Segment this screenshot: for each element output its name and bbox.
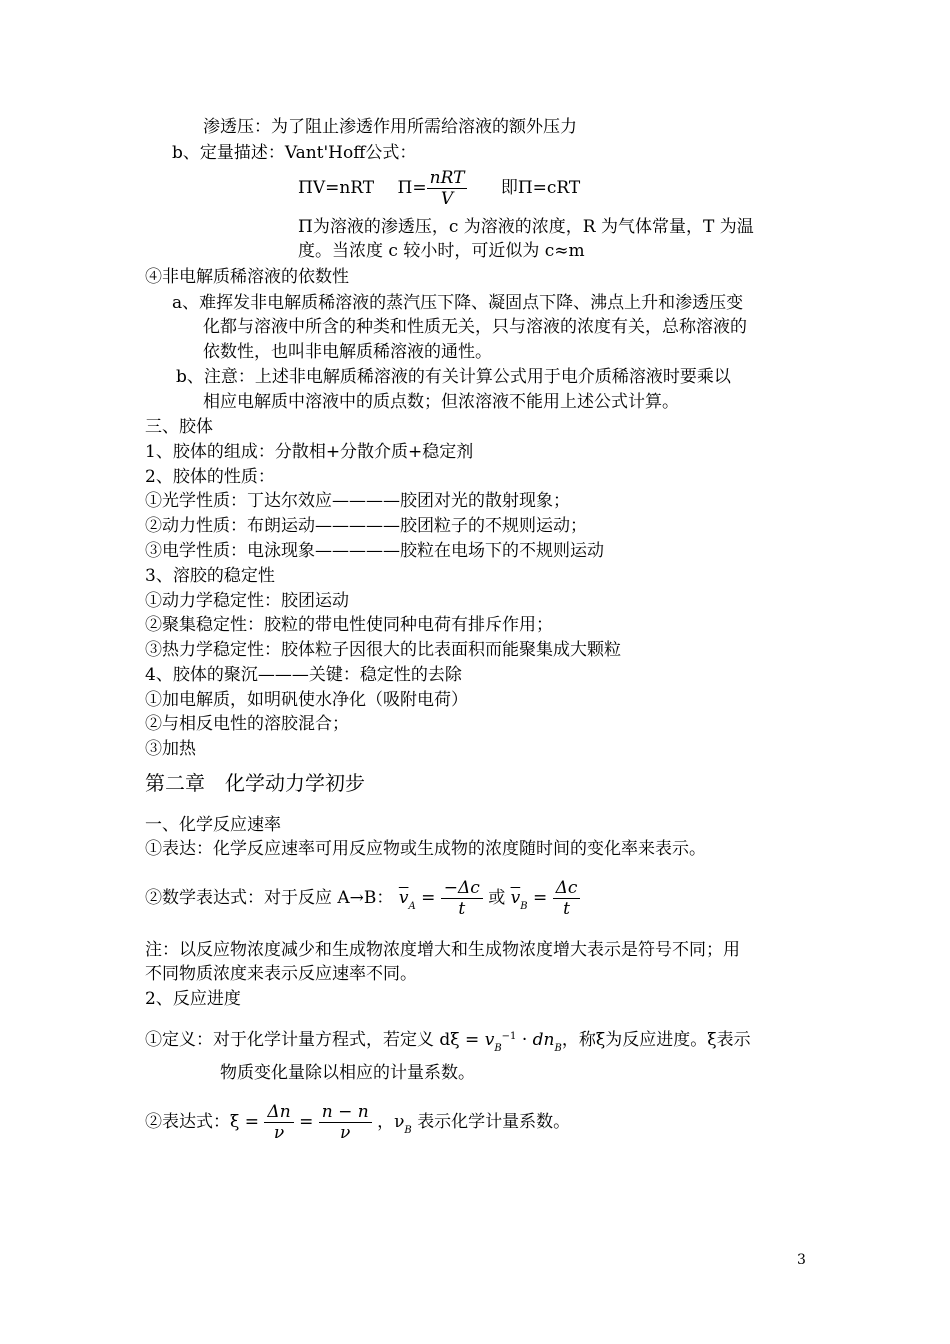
subscript-b: B — [520, 901, 528, 912]
extent-expression-label: ②表达式：ξ = — [145, 1112, 260, 1132]
text-line: 注：以反应物浓度减少和生成物浓度增大和生成物浓度增大表示是符号不同；用 — [145, 940, 740, 960]
text-line: a、难挥发非电解质稀溶液的蒸汽压下降、凝固点下降、沸点上升和渗透压变 — [172, 293, 744, 313]
subscript-a: A — [408, 901, 416, 912]
section-heading: 2、反应进度 — [145, 989, 241, 1009]
fraction-numerator: Δn — [264, 1102, 293, 1123]
extent-definition — [145, 1026, 751, 1060]
rate-expression — [145, 878, 580, 919]
text-line: Π为溶液的渗透压，c 为溶液的浓度，R 为气体常量，T 为温 — [298, 217, 754, 237]
subscript-b: B — [554, 1043, 562, 1054]
text-line: 渗透压：为了阻止渗透作用所需给溶液的额外压力 — [203, 117, 577, 137]
dot-operator: · — [516, 1030, 533, 1050]
fraction-n-minus-n0-over-nu — [319, 1102, 372, 1143]
fraction-numerator: −Δc — [441, 878, 483, 899]
fraction-denominator: ν — [340, 1123, 351, 1143]
subscript-b: B — [494, 1043, 502, 1054]
text-line: 4、胶体的聚沉———关键：稳定性的去除 — [145, 665, 462, 685]
superscript-minus-one: −1 — [501, 1031, 517, 1042]
equals-sign: = — [421, 888, 436, 908]
fraction-neg-dc-over-t — [441, 878, 483, 919]
rate-expression-label: ②数学表达式：对于反应 A→B： — [145, 888, 394, 908]
text-line: 度。当浓度 c 较小时，可近似为 c≈m — [298, 241, 585, 261]
extent-definition-tail: ，称ξ为反应进度。ξ表示 — [561, 1030, 751, 1050]
fraction-dn-over-nu — [264, 1102, 293, 1143]
text-line: 3、溶胶的稳定性 — [145, 566, 275, 586]
rate-symbol-a: $\overline{v}$ — [398, 888, 409, 908]
fraction-numerator: Δc — [553, 878, 581, 899]
fraction-denominator: t — [563, 899, 570, 919]
text-line: 化都与溶液中所含的种类和性质无关，只与溶液的浓度有关，总称溶液的 — [203, 317, 747, 337]
text-line: 物质变化量除以相应的计量系数。 — [220, 1063, 475, 1083]
text-line: ②动力性质：布朗运动—————胶团粒子的不规则运动； — [145, 516, 587, 536]
formula-pv: ΠV=nRT — [298, 178, 375, 198]
text-line: 依数性，也叫非电解质稀溶液的通性。 — [203, 342, 492, 362]
or-word: 或 — [488, 888, 506, 908]
page-number: 3 — [797, 1252, 806, 1268]
equals-sign: = — [532, 888, 548, 908]
extent-expression-nu: ，ν — [377, 1112, 405, 1132]
fraction-denominator: t — [458, 899, 466, 919]
formula-vant-hoff — [298, 168, 580, 209]
text-line: ③加热 — [145, 739, 196, 759]
fraction-nrt-over-v — [427, 168, 468, 209]
fraction-numerator: nRT — [427, 168, 468, 189]
fraction-denominator: V — [440, 189, 454, 209]
fraction-denominator: ν — [273, 1123, 285, 1143]
formula-pi-crt: 即Π=cRT — [500, 178, 581, 198]
rate-symbol-b: $\overline{v}$ — [510, 888, 521, 908]
nu-symbol: v — [484, 1030, 495, 1050]
text-line: ④非电解质稀溶液的依数性 — [145, 267, 349, 287]
text-line: ①光学性质：丁达尔效应————胶团对光的散射现象； — [145, 491, 570, 511]
fraction-numerator: n − n — [319, 1102, 372, 1123]
text-line: ②聚集稳定性：胶粒的带电性使同种电荷有排斥作用； — [145, 615, 553, 635]
subscript-b: B — [404, 1125, 412, 1136]
text-line: ①动力学稳定性：胶团运动 — [145, 591, 349, 611]
section-heading: 一、化学反应速率 — [145, 815, 281, 835]
extent-expression — [145, 1102, 570, 1143]
text-line: ①加电解质，如明矾使水净化（吸附电荷） — [145, 690, 468, 710]
text-line: ①表达：化学反应速率可用反应物或生成物的浓度随时间的变化率来表示。 — [145, 839, 706, 859]
fraction-dc-over-t — [553, 878, 581, 919]
text-line: ③电学性质：电泳现象—————胶粒在电场下的不规则运动 — [145, 541, 604, 561]
equals-sign: = — [299, 1112, 314, 1132]
text-line: 1、胶体的组成：分散相+分散介质+稳定剂 — [145, 442, 474, 462]
text-line: 相应电解质中溶液中的质点数；但浓溶液不能用上述公式计算。 — [203, 392, 679, 412]
text-line: b、注意：上述非电解质稀溶液的有关计算公式用于电介质稀溶液时要乘以 — [176, 367, 731, 387]
chapter-heading: 第二章 化学动力学初步 — [145, 771, 365, 795]
text-line: 2、胶体的性质： — [145, 467, 275, 487]
text-line: ③热力学稳定性：胶体粒子因很大的比表面积而能聚集成大颗粒 — [145, 640, 621, 660]
extent-definition-text: ①定义：对于化学计量方程式，若定义 dξ = — [145, 1030, 485, 1050]
extent-expression-end: 表示化学计量系数。 — [417, 1112, 571, 1132]
text-line: ②与相反电性的溶胶混合； — [145, 714, 349, 734]
text-line: b、定量描述：Vant'Hoff公式： — [172, 143, 417, 163]
dn-symbol: dn — [532, 1030, 555, 1050]
section-heading: 三、胶体 — [145, 417, 213, 437]
text-line: 不同物质浓度来表示反应速率不同。 — [145, 964, 417, 984]
formula-pi: Π= — [397, 178, 427, 198]
